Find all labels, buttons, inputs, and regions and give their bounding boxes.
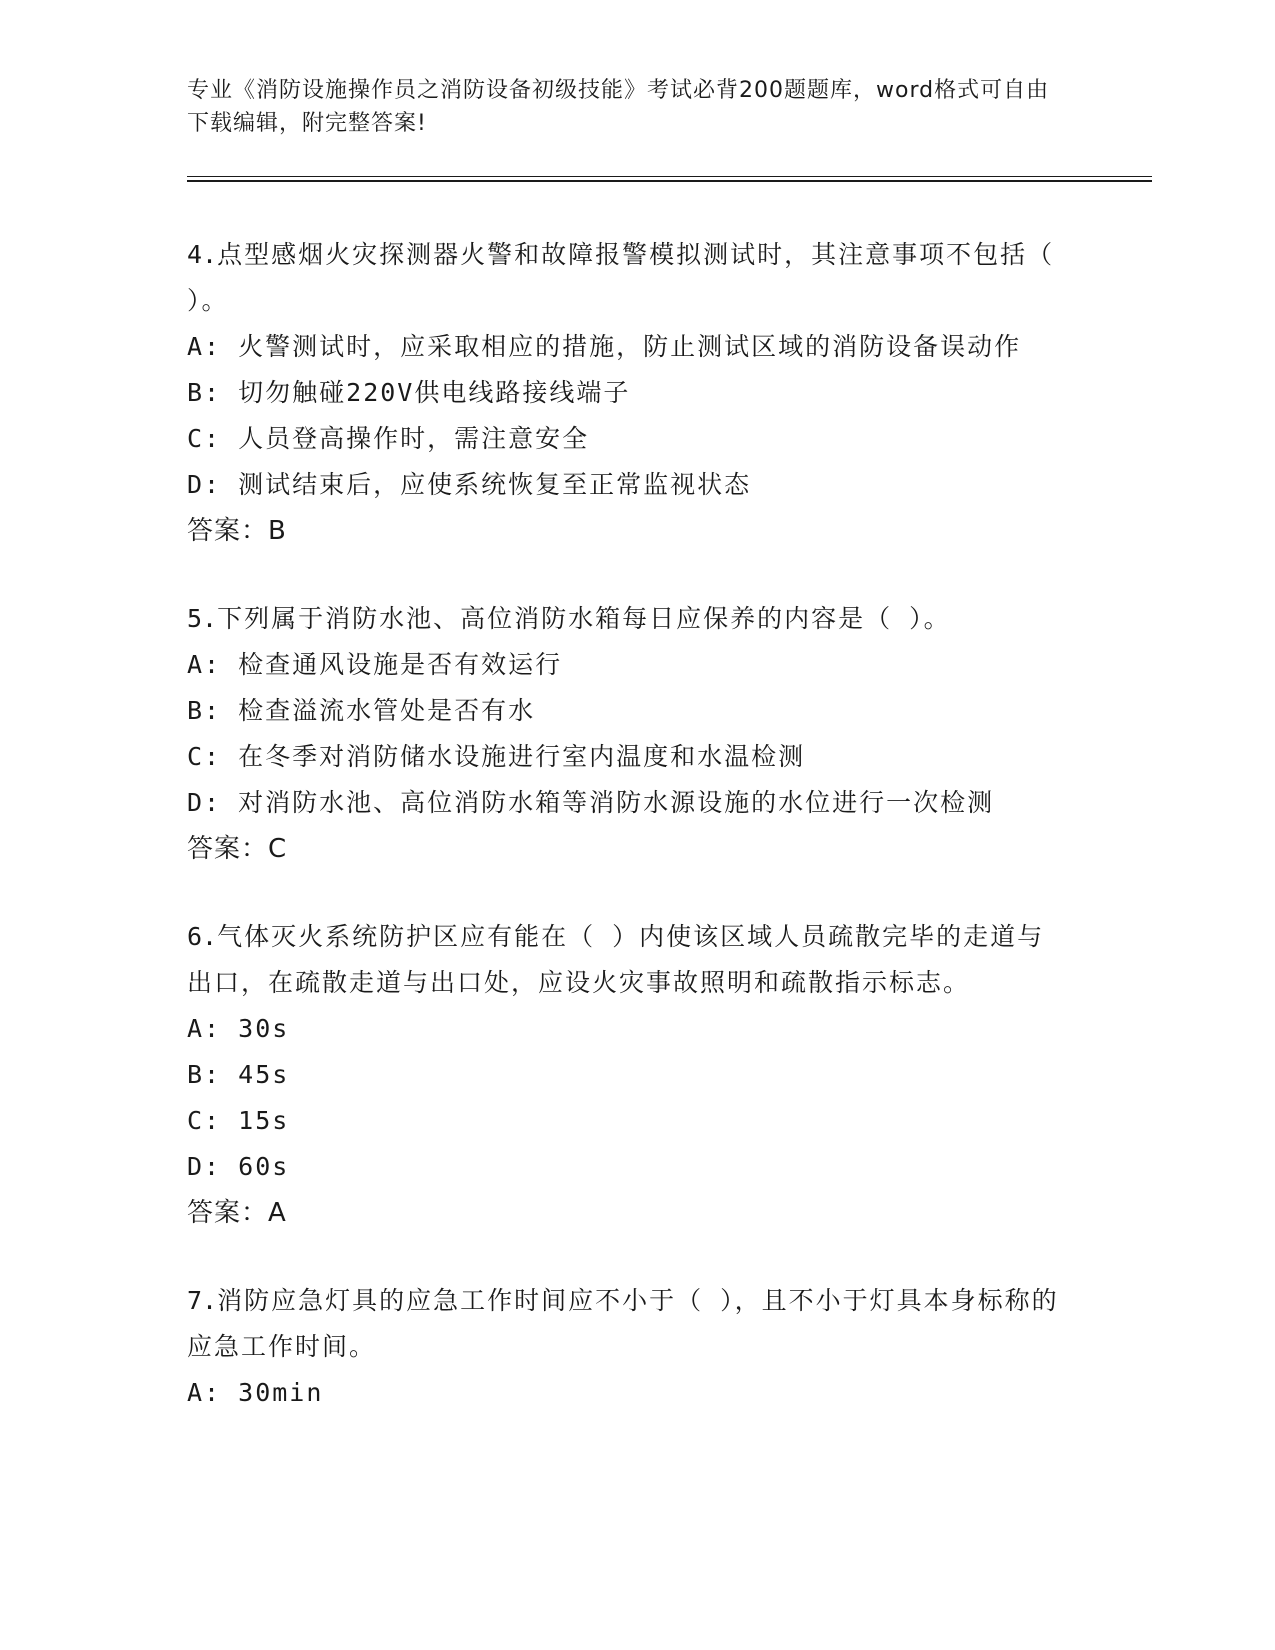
question-stem	[187, 914, 1067, 1006]
question-text: 气体灭火系统防护区应有能在（ ）内使该区域人员疏散完毕的走道与出口，在疏散走道与出口处，应设火灾事故照明和疏散指示标志。	[187, 922, 1045, 997]
question-stem	[187, 596, 1067, 642]
question-item	[187, 1278, 1067, 1416]
question-item	[187, 232, 1067, 554]
option-c: C: 15s	[187, 1106, 290, 1135]
option-b: B: 检查溢流水管处是否有水	[187, 696, 536, 725]
option-b: B: 切勿触碰220V供电线路接线端子	[187, 378, 631, 407]
question-stem	[187, 232, 1067, 324]
question-number: 4.	[187, 240, 218, 269]
option-a: A: 检查通风设施是否有效运行	[187, 650, 563, 679]
option-a: A: 火警测试时，应采取相应的措施，防止测试区域的消防设备误动作	[187, 332, 1022, 361]
question-text: 点型感烟火灾探测器火警和故障报警模拟测试时，其注意事项不包括（ ）。	[187, 240, 1055, 315]
option-a: A: 30s	[187, 1014, 290, 1043]
answer-line: 答案：C	[187, 834, 288, 864]
question-text: 消防应急灯具的应急工作时间应不小于（ ），且不小于灯具本身标称的应急工作时间。	[187, 1286, 1059, 1361]
document-title: 专业《消防设施操作员之消防设备初级技能》考试必背200题题库，word格式可自由下载编辑，附完整答案!	[187, 78, 1050, 136]
question-stem	[187, 1278, 1067, 1370]
question-list	[187, 232, 1067, 1458]
document-header	[187, 74, 1067, 140]
option-a: A: 30min	[187, 1378, 324, 1407]
header-divider-top	[187, 176, 1152, 177]
question-number: 6.	[187, 922, 218, 951]
option-d: D: 测试结束后，应使系统恢复至正常监视状态	[187, 470, 752, 499]
option-c: C: 人员登高操作时，需注意安全	[187, 424, 590, 453]
header-divider-bottom	[187, 180, 1152, 182]
answer-line: 答案：A	[187, 1198, 287, 1228]
question-number: 7.	[187, 1286, 218, 1315]
question-item	[187, 596, 1067, 872]
question-text: 下列属于消防水池、高位消防水箱每日应保养的内容是（ ）。	[217, 604, 951, 633]
option-b: B: 45s	[187, 1060, 290, 1089]
option-d: D: 对消防水池、高位消防水箱等消防水源设施的水位进行一次检测	[187, 788, 995, 817]
answer-line: 答案：B	[187, 516, 287, 546]
option-d: D: 60s	[187, 1152, 290, 1181]
option-c: C: 在冬季对消防储水设施进行室内温度和水温检测	[187, 742, 806, 771]
question-item	[187, 914, 1067, 1236]
question-number: 5.	[187, 604, 218, 633]
